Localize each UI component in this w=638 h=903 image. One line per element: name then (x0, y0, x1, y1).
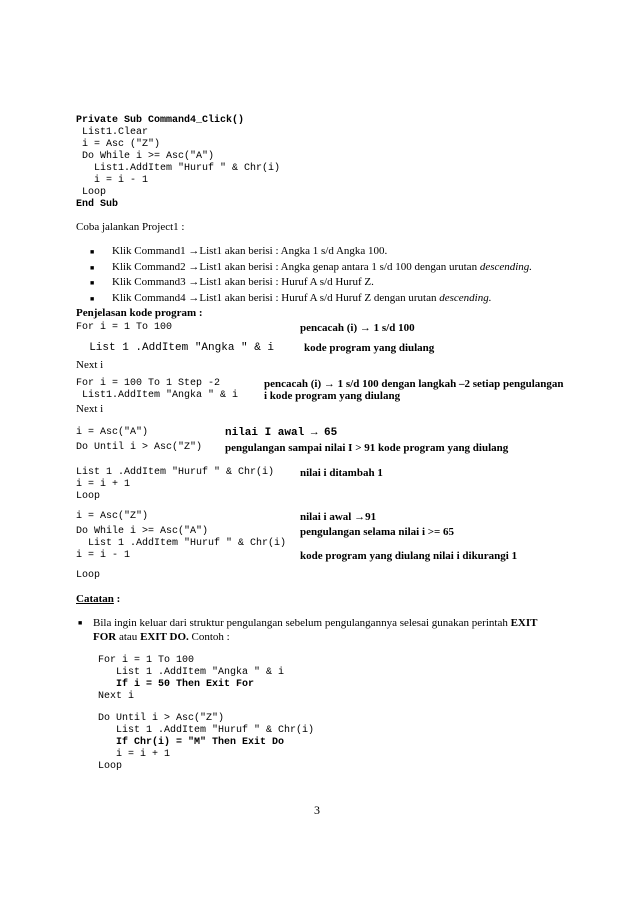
bullet-label: Klik Command1 (112, 245, 186, 257)
code-line: List1.Clear (76, 127, 149, 138)
notes-text: Bila ingin keluar dari struktur pengulangan sebelum pengulangannya selesai gunakan perintah (93, 617, 508, 629)
notes-paragraph (93, 616, 563, 630)
page-number: 3 (314, 803, 320, 817)
code-line: List1.AddItem "Angka " & i (76, 390, 239, 401)
code-description: pencacah (i) → 1 s/d 100 dengan langkah –2 setiap pengulangan (264, 378, 564, 390)
square-bullet-icon: ■ (78, 619, 83, 627)
code-line: i = i - 1 (76, 175, 149, 186)
code-line: If i = 50 Then Exit For (98, 679, 255, 690)
code-description: nilai i awal →91 (300, 511, 377, 523)
list-item (112, 276, 374, 288)
code-line: List 1 .AddItem "Huruf " & Chr(i) (98, 725, 315, 736)
code-line: List1.AddItem "Huruf " & Chr(i) (76, 163, 281, 174)
code-description: pengulangan selama nilai i >= 65 (300, 526, 455, 538)
code-line: List 1 .AddItem "Huruf " & Chr(i) (76, 538, 287, 549)
code-line: List 1 .AddItem "Huruf " & Chr(i) (76, 467, 275, 478)
code-line: i = Asc("Z") (76, 511, 149, 522)
keyword: FOR (93, 631, 117, 643)
code-line: Next i (76, 359, 104, 371)
arrow-icon: → (188, 292, 200, 304)
code-line: For i = 1 To 100 (76, 322, 173, 333)
code-description: kode program yang diulang nilai i dikurangi 1 (300, 550, 518, 562)
arrow-icon: → (188, 261, 200, 273)
code-line: End Sub (76, 199, 119, 210)
code-line: Next i (98, 691, 135, 702)
code-line: Do Until i > Asc("Z") (98, 713, 225, 724)
arrow-icon: → (188, 245, 200, 257)
intro-text: Coba jalankan Project1 : (76, 221, 185, 233)
code-line: For i = 1 To 100 (98, 655, 195, 666)
code-line: Loop (76, 570, 101, 581)
code-line: Do While i >= Asc("A") (76, 151, 215, 162)
notes-heading (76, 593, 120, 605)
code-line: List 1 .AddItem "Angka " & i (98, 667, 285, 678)
code-line: For i = 100 To 1 Step -2 (76, 378, 221, 389)
code-line: Private Sub Command4_Click() (76, 115, 245, 126)
code-line: Loop (76, 187, 107, 198)
keyword: EXIT (510, 617, 538, 629)
bullet-text: List1 akan berisi : Huruf A s/d Huruf Z dengan urutan (199, 292, 437, 304)
code-description: nilai I awal → 65 (225, 427, 338, 439)
square-bullet-icon: ■ (90, 248, 95, 256)
bullet-emphasis: descending. (439, 292, 492, 304)
square-bullet-icon: ■ (90, 279, 95, 287)
code-line: Next i (76, 403, 104, 415)
bullet-text: List1 akan berisi : Angka 1 s/d Angka 100. (199, 245, 388, 257)
list-item (112, 261, 532, 273)
code-description: nilai i ditambah 1 (300, 467, 383, 479)
code-line: i = i - 1 (76, 550, 131, 561)
arrow-icon: → (188, 276, 200, 288)
section-title: Penjelasan kode program : (76, 307, 203, 319)
square-bullet-icon: ■ (90, 295, 95, 303)
code-line: If Chr(i) = "M" Then Exit Do (98, 737, 285, 748)
code-line: Loop (76, 491, 101, 502)
code-line: i = i + 1 (98, 749, 171, 760)
bullet-emphasis: descending. (479, 261, 533, 273)
bullet-text: List1 akan berisi : Huruf A s/d Huruf Z. (199, 276, 374, 288)
notes-text: atau (118, 631, 138, 643)
code-description: kode program yang diulang (304, 342, 435, 354)
code-line: Do Until i > Asc("Z") (76, 442, 203, 453)
code-line: i = Asc ("Z") (76, 139, 161, 150)
list-item (112, 245, 387, 257)
code-description: pengulangan sampai nilai I > 91 kode program yang diulang (225, 442, 509, 454)
notes-text: Contoh : (191, 631, 230, 643)
code-description: pencacah (i) → 1 s/d 100 (300, 322, 415, 334)
code-line: Do While i >= Asc("A") (76, 526, 209, 537)
bullet-text: List1 akan berisi : Angka genap antara 1 s/d 100 dengan urutan (199, 261, 478, 273)
notes-title: Catatan (76, 593, 114, 605)
bullet-label: Klik Command4 (112, 292, 186, 304)
bullet-label: Klik Command3 (112, 276, 186, 288)
code-line: List 1 .AddItem "Angka " & i (76, 342, 275, 354)
notes-paragraph-cont (93, 630, 230, 644)
code-line: i = Asc("A") (76, 427, 149, 438)
notes-colon: : (113, 593, 121, 605)
bullet-label: Klik Command2 (112, 261, 186, 273)
square-bullet-icon: ■ (90, 264, 95, 272)
keyword: EXIT DO. (140, 631, 189, 643)
code-line: i = i + 1 (76, 479, 131, 490)
code-line: Loop (98, 761, 123, 772)
list-item (112, 292, 491, 304)
code-description: i kode program yang diulang (264, 390, 401, 402)
